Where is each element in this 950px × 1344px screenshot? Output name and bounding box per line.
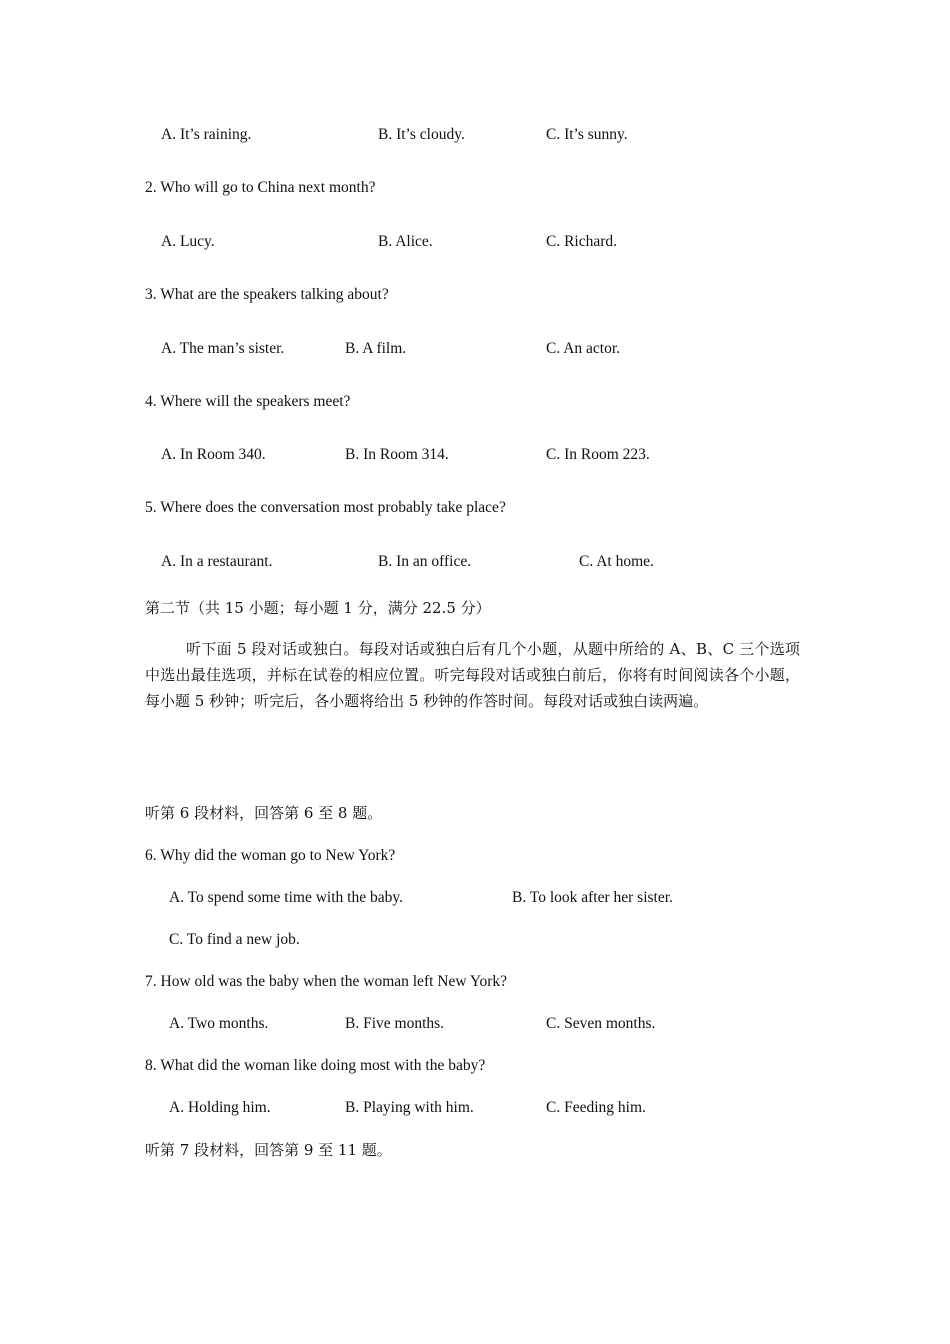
q1-option-a: A. It’s raining. bbox=[161, 126, 252, 143]
q8-question: 8. What did the woman like doing most with the baby? bbox=[145, 1057, 486, 1074]
q6-question: 6. Why did the woman go to New York? bbox=[145, 847, 396, 864]
section2-heading: 第二节（共 15 小题；每小题 1 分，满分 22.5 分） bbox=[145, 599, 491, 617]
q3-question: 3. What are the speakers talking about? bbox=[145, 286, 389, 303]
q1-option-b: B. It’s cloudy. bbox=[378, 126, 465, 143]
q7-option-a: A. Two months. bbox=[169, 1015, 269, 1032]
q4-option-b: B. In Room 314. bbox=[345, 446, 449, 463]
q8-option-c: C. Feeding him. bbox=[546, 1099, 646, 1116]
material6-label: 听第 6 段材料，回答第 6 至 8 题。 bbox=[145, 804, 383, 822]
q4-option-c: C. In Room 223. bbox=[546, 446, 650, 463]
q2-option-b: B. Alice. bbox=[378, 233, 433, 250]
q4-option-a: A. In Room 340. bbox=[161, 446, 266, 463]
q3-option-b: B. A film. bbox=[345, 340, 407, 357]
q2-question: 2. Who will go to China next month? bbox=[145, 179, 376, 196]
q7-option-c: C. Seven months. bbox=[546, 1015, 656, 1032]
q6-option-c: C. To find a new job. bbox=[169, 931, 300, 948]
section2-instructions: 听下面 5 段对话或独白。每段对话或独白后有几个小题，从题中所给的 A、B、C 三个选项中选出最佳选项，并标在试卷的相应位置。听完每段对话或独白前后，你将有时间阅读各个小题，每小题 5 秒钟；听完后，各小题将给出 5 秒钟的作答时间。每段对话或独白读两遍。 bbox=[145, 640, 800, 710]
material7-label: 听第 7 段材料，回答第 9 至 11 题。 bbox=[145, 1141, 392, 1159]
q6-option-a: A. To spend some time with the baby. bbox=[169, 889, 403, 906]
q3-option-a: A. The man’s sister. bbox=[161, 340, 285, 357]
q6-option-b: B. To look after her sister. bbox=[512, 889, 673, 906]
q7-question: 7. How old was the baby when the woman left New York? bbox=[145, 973, 508, 990]
q2-option-a: A. Lucy. bbox=[161, 233, 215, 250]
q4-question: 4. Where will the speakers meet? bbox=[145, 393, 351, 410]
q8-option-b: B. Playing with him. bbox=[345, 1099, 474, 1116]
q5-option-b: B. In an office. bbox=[378, 553, 472, 570]
q5-question: 5. Where does the conversation most probably take place? bbox=[145, 499, 506, 516]
q5-option-c: C. At home. bbox=[579, 553, 654, 570]
q5-option-a: A. In a restaurant. bbox=[161, 553, 273, 570]
q1-option-c: C. It’s sunny. bbox=[546, 126, 628, 143]
q8-option-a: A. Holding him. bbox=[169, 1099, 271, 1116]
q2-option-c: C. Richard. bbox=[546, 233, 618, 250]
q7-option-b: B. Five months. bbox=[345, 1015, 445, 1032]
q3-option-c: C. An actor. bbox=[546, 340, 621, 357]
